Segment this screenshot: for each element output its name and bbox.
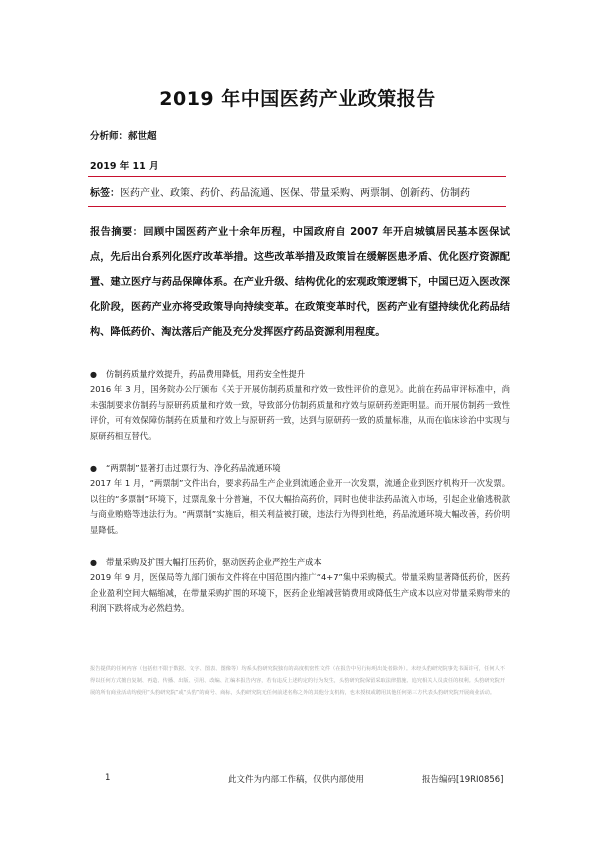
bullet-icon: ● <box>90 558 97 568</box>
section-heading: 仿制药质量疗效提升，药品费用降低，用药安全性提升 <box>106 369 306 380</box>
report-summary: 报告摘要：回顾中国医药产业十余年历程，中国政府自 2007 年开启城镇居民基本医保试点，先后出台系列化医疗改革举措。这些改革举措及政策旨在缓解医患矛盾、优化医疗资源配置、建立医疗与药品保障体系。在产业升级、结构优化的宏观政策逻辑下，中国已迈入医改深化阶段，医药产业亦将受政策导向持续变革。在政策变革时代，医药产业有望持续优化药品结构、降低药价、淘汰落后产能及充分发挥医疗药品资源利用程度。 <box>90 227 510 338</box>
bullet-icon: ● <box>90 370 97 380</box>
section-heading-row <box>90 556 510 570</box>
report-date: 2019 年 11 月 <box>90 161 159 172</box>
tags-list: 医药产业、政策、药价、药品流通、医保、带量采购、两票制、创新药、仿制药 <box>120 188 470 199</box>
section-heading-row <box>90 368 510 382</box>
section-heading: 带量采购及扩围大幅打压药价，驱动医药企业严控生产成本 <box>106 557 322 568</box>
divider-top <box>88 176 506 177</box>
page-number: 1 <box>105 773 111 783</box>
section-generic-drugs <box>90 368 510 444</box>
section-heading-row <box>90 462 510 476</box>
section-heading: “两票制”显著打击过票行为、净化药品流通环境 <box>106 463 281 474</box>
section-body: 2019 年 9 月，医保局等九部门颁布文件将在中国范围内推广“4+7”集中采购模式。带量采购显著降低药价，医药企业盈利空间大幅缩减，在带量采购扩围的环境下，医药企业缩减营销费用或降低生产成本以应对带量采购带来的利润下跌将成为必然趋势。 <box>90 572 510 613</box>
section-body: 2016 年 3 月，国务院办公厅颁布《关于开展仿制药质量和疗效一致性评价的意见》。此前在药品审评标准中，尚未强制要求仿制药与原研药质量和疗效一致，导致部分仿制药质量和疗效与原研药差距明显。而开展仿制药一致性评价，可有效保障仿制药在质量和疗效上与原研药一致，达到与原研药一致的质量标准，从而在临床诊治中实现与原研药相互替代。 <box>90 384 510 441</box>
section-body: 2017 年 1 月，“两票制”文件出台，要求药品生产企业到流通企业开一次发票，流通企业到医疗机构开一次发票。以往的“多票制”环境下，过票乱象十分普遍，不仅大幅抬高药价，同时也使非法药品流入市场，引起企业偷逃税款与商业贿赂等违法行为。“两票制”实施后，相关利益被打破，违法行为得到杜绝，药品流通环境大幅改善，药价明显降低。 <box>90 478 510 535</box>
bullet-icon: ● <box>90 464 97 474</box>
divider-bottom <box>88 206 506 207</box>
section-volume-procurement <box>90 556 510 617</box>
analyst-name: 分析师：郝世超 <box>90 131 157 142</box>
section-two-invoice <box>90 462 510 538</box>
tags-line <box>90 184 510 199</box>
report-title: 2019 年中国医药产业政策报告 <box>159 88 436 110</box>
legal-disclaimer: 报告提供的任何内容（包括但不限于数据、文字、图表、图像等）均系头豹研究院独有的高度机密性文件（在报告中另行标明出处者除外）。未经头豹研究院事先书面许可，任何人不得以任何方式擅自复制、再造、传播、出版、引用、改编、汇编本报告内容，若有违反上述约定的行为发生，头豹研究院保留采取法律措施、追究相关人员责任的权利。头豹研究院开展的所有商业活动均使用“头豹研究院”或“头豹”的商号、商标，头豹研究院无任何前述名称之外的其他分支机构，也未授权或聘用其他任何第三方代表头豹研究院开展商业活动。 <box>90 666 506 696</box>
page-footer <box>0 773 595 787</box>
report-code: 报告编码[19RI0856] <box>422 775 504 785</box>
tags-label: 标签： <box>90 188 120 199</box>
internal-use-notice: 此文件为内部工作稿，仅供内部使用 <box>228 775 365 785</box>
